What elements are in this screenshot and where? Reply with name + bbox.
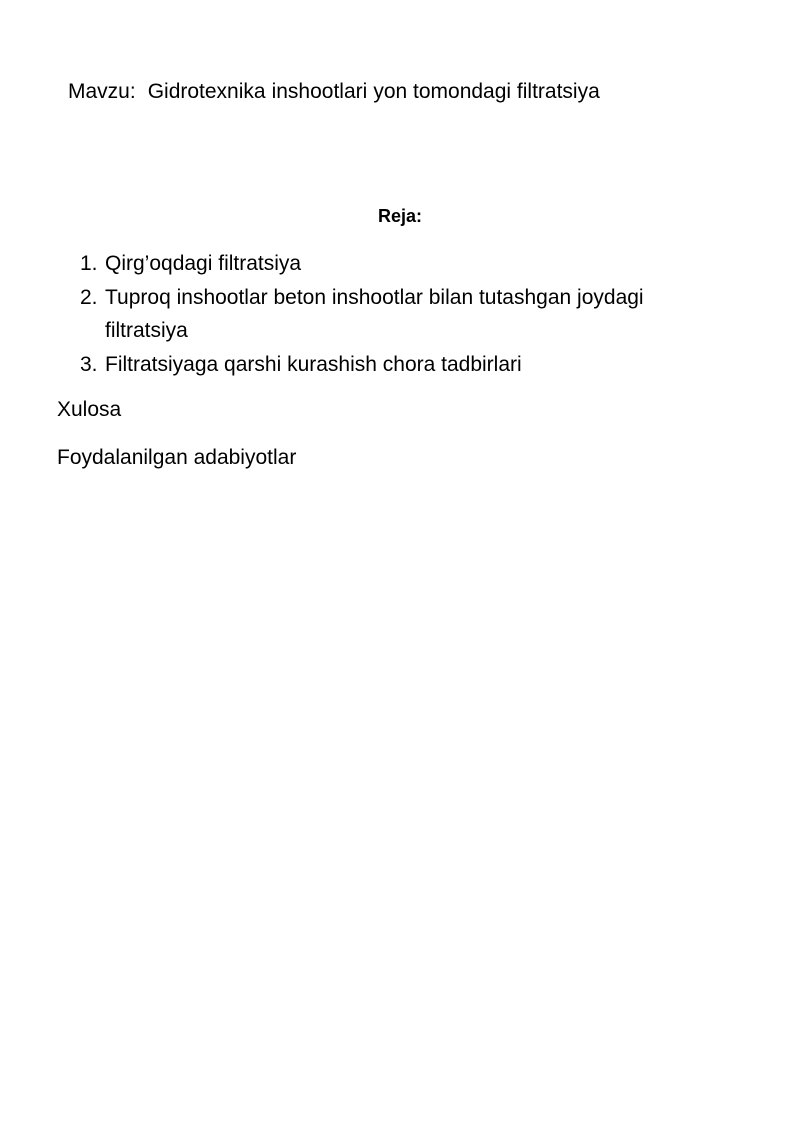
topic-part-2: inshootlari: [271, 80, 368, 103]
plan-item-1: [80, 247, 720, 280]
plan-item-number: 3.: [80, 353, 98, 376]
plan-item-number: 1.: [80, 252, 98, 275]
plan-item-text: Tuproq inshootlar beton inshootlar bilan tutashgan joydagi filtratsiya: [105, 286, 644, 342]
plan-item-text: Filtratsiyaga qarshi kurashish chora tadbirlari: [105, 353, 522, 376]
plan-item-number: 2.: [80, 286, 98, 309]
plan-item-2: [80, 281, 720, 347]
topic-label: Mavzu:: [68, 80, 136, 103]
plan-item-text: Qirg’oqdagi filtratsiya: [105, 252, 302, 275]
conclusion-heading: Xulosa: [57, 398, 122, 421]
topic-part-3: yon tomondagi filtratsiya: [373, 80, 600, 103]
topic-line: [68, 78, 600, 106]
references-heading: Foydalanilgan adabiyotlar: [57, 446, 297, 469]
topic-part-1: Gidrotexnika: [147, 80, 266, 103]
plan-list: [80, 247, 720, 382]
plan-title: Reja:: [377, 206, 422, 226]
plan-item-3: [80, 348, 720, 381]
